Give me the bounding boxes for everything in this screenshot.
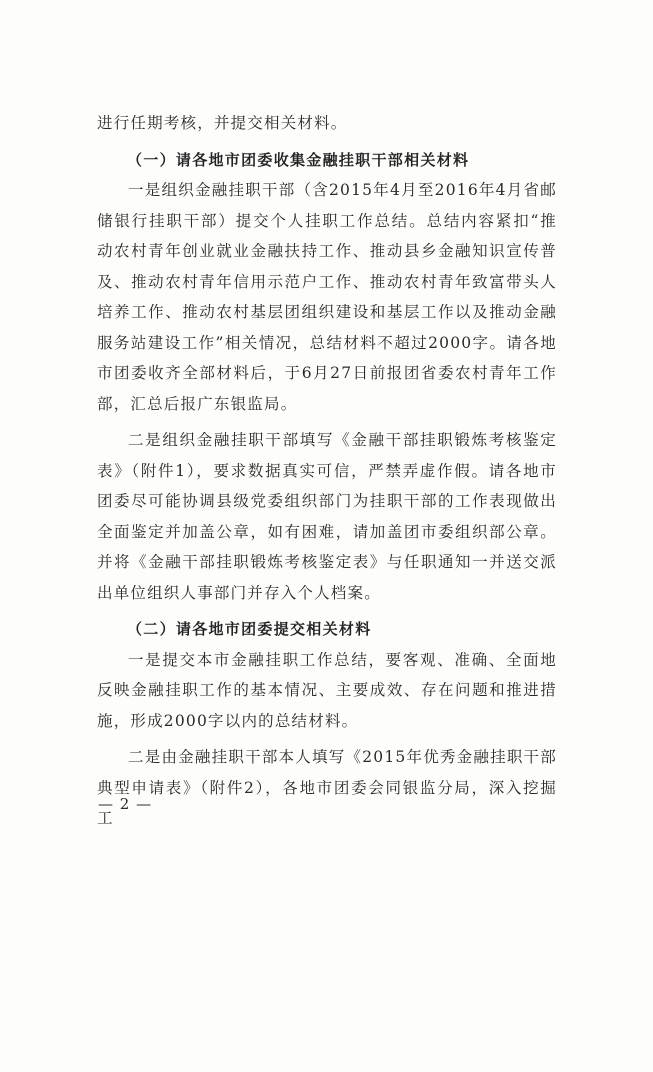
section-heading-1: （一）请各地市团委收集金融挂职干部相关材料: [127, 150, 470, 169]
page-number: — 2 —: [98, 795, 153, 813]
paragraph-1-1: 一是组织金融挂职干部（含2015年4月至2016年4月省邮储银行挂职干部）提交个人挂职工作总结。总结内容紧扣“推动农村青年创业就业金融扶持工作、推动县乡金融知识宣传普及、推动农村青年信用示范户工作、推动农村青年致富带头人培养工作、推动农村基层团组织建设和基层工作以及推动金融服务站建设工作”相关情况，总结材料不超过2000字。请各地市团委收齐全部材料后，于6月27日前报团省委农村青年工作部，汇总后报广东银监局。: [97, 181, 557, 413]
paragraph-2-1: 一是提交本市金融挂职工作总结，要客观、准确、全面地反映金融挂职工作的基本情况、主要成效、存在问题和推进措施，形成2000字以内的总结材料。: [97, 650, 557, 730]
paragraph-intro: 进行任期考核，并提交相关材料。: [97, 114, 348, 132]
document-body: [97, 108, 557, 834]
paragraph-2-2: 二是由金融挂职干部本人填写《2015年优秀金融挂职干部典型申请表》（附件2），各地市团委会同银监分局，深入挖掘工: [97, 748, 557, 827]
section-heading-2: （二）请各地市团委提交相关材料: [127, 620, 372, 638]
paragraph-1-2: 二是组织金融挂职干部填写《金融干部挂职锻炼考核鉴定表》（附件1），要求数据真实可信，严禁弄虚作假。请各地市团委尽可能协调县级党委组织部门为挂职干部的工作表现做出全面鉴定并加盖公章，如有困难，请加盖团市委组织部公章。并将《金融干部挂职锻炼考核鉴定表》与任职通知一并送交派出单位组织人事部门并存入个人档案。: [97, 431, 557, 602]
